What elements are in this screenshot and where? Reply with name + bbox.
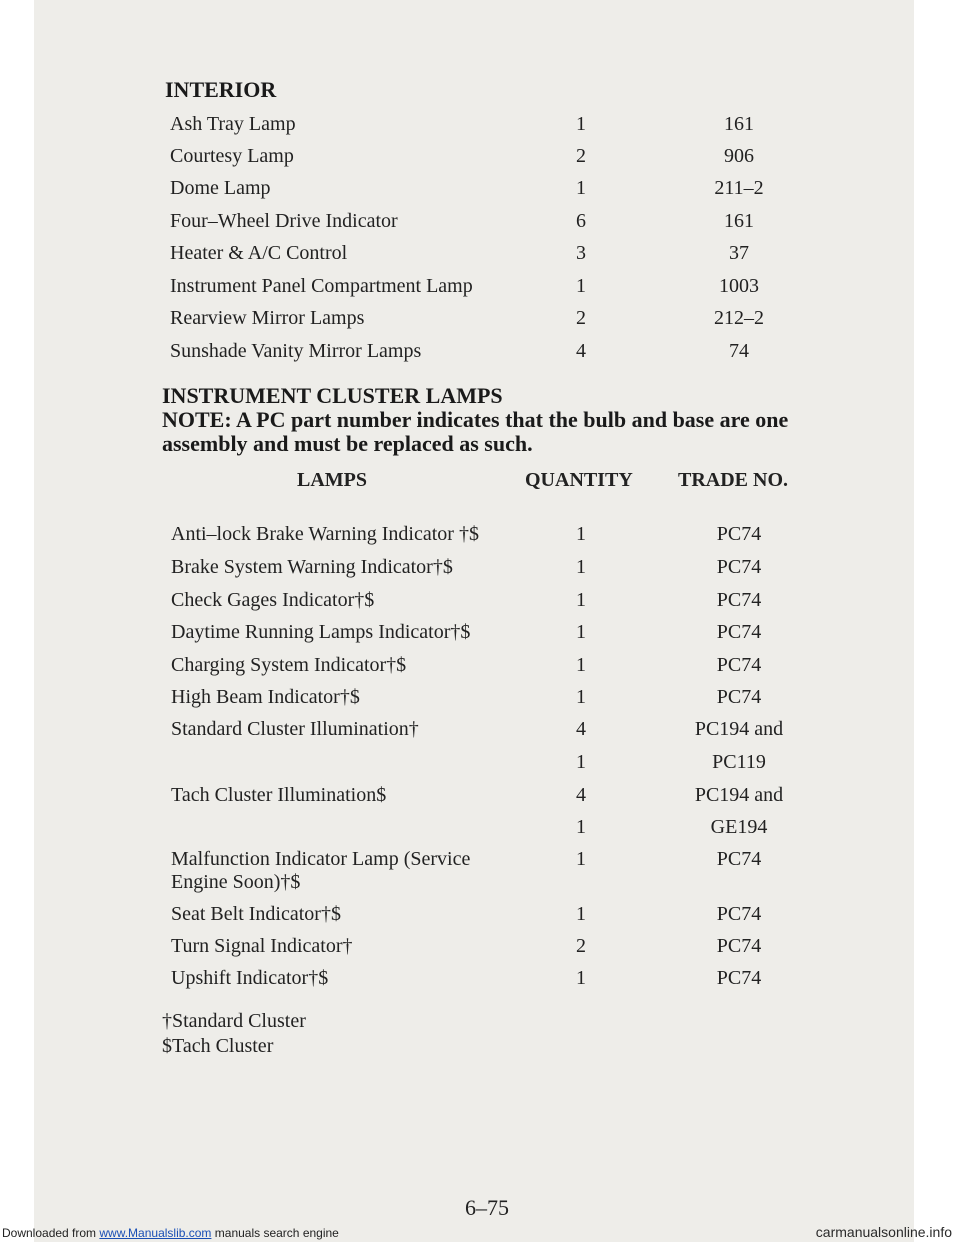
interior-row-quantity: 2 (576, 145, 586, 167)
interior-row-name: Instrument Panel Compartment Lamp (170, 275, 473, 297)
cluster-row-name: Malfunction Indicator Lamp (Service (171, 848, 471, 870)
cluster-row-trade-no: PC74 (716, 967, 762, 989)
interior-row-trade-no: 161 (724, 113, 754, 135)
cluster-row-trade-no: PC194 and (694, 784, 784, 806)
cluster-row-quantity: 1 (576, 686, 586, 708)
cluster-row-name: Brake System Warning Indicator†$ (171, 556, 453, 578)
cluster-row-quantity: 2 (576, 935, 586, 957)
cluster-row-trade-no: PC74 (716, 556, 762, 578)
column-header-trade-no: TRADE NO. (678, 469, 789, 491)
cluster-row-quantity: 1 (576, 967, 586, 989)
cluster-row-trade-no: PC74 (716, 589, 762, 611)
footer-source-text (2, 1226, 339, 1240)
cluster-row-quantity: 1 (576, 751, 586, 773)
interior-row-quantity: 2 (576, 307, 586, 329)
cluster-row-name: Seat Belt Indicator†$ (171, 903, 341, 925)
cluster-row-trade-no: GE194 (710, 816, 768, 838)
cluster-row-quantity: 1 (576, 589, 586, 611)
interior-row-trade-no: 37 (729, 242, 749, 264)
cluster-row-name: Tach Cluster Illumination$ (171, 784, 387, 806)
cluster-row-trade-no: PC74 (716, 935, 762, 957)
column-header-lamps: LAMPS (297, 469, 367, 491)
cluster-row-quantity: 1 (576, 654, 586, 676)
manual-page (34, 0, 914, 1242)
cluster-row-name: Anti–lock Brake Warning Indicator †$ (171, 523, 479, 545)
interior-row-trade-no: 1003 (719, 275, 759, 297)
interior-row-name: Sunshade Vanity Mirror Lamps (170, 340, 422, 362)
interior-row-quantity: 4 (576, 340, 586, 362)
page-number: 6–75 (465, 1195, 509, 1220)
cluster-row-quantity: 1 (576, 523, 586, 545)
manualslib-link[interactable]: www.Manualslib.com (99, 1226, 212, 1240)
cluster-row-name: High Beam Indicator†$ (171, 686, 360, 708)
cluster-row-quantity: 1 (576, 621, 586, 643)
cluster-row-quantity: 4 (576, 784, 586, 806)
cluster-row-name: Charging System Indicator†$ (171, 654, 407, 676)
watermark-text: carmanualsonline.info (815, 1224, 952, 1240)
cluster-row-name: Daytime Running Lamps Indicator†$ (171, 621, 471, 643)
cluster-row-trade-no: PC74 (716, 686, 762, 708)
cluster-heading: INSTRUMENT CLUSTER LAMPS (162, 383, 503, 408)
footer-prefix: Downloaded from (2, 1226, 100, 1240)
cluster-row-name: Standard Cluster Illumination† (171, 718, 419, 740)
interior-row-quantity: 6 (576, 210, 586, 232)
interior-row-trade-no: 161 (724, 210, 754, 232)
footnote-tach-cluster: $Tach Cluster (162, 1035, 274, 1057)
interior-row-quantity: 1 (576, 177, 586, 199)
cluster-note-line1: NOTE: A PC part number indicates that the bulb and base are one (162, 407, 789, 432)
cluster-row-trade-no: PC74 (716, 848, 762, 870)
cluster-row-quantity: 1 (576, 848, 586, 870)
interior-row-quantity: 3 (576, 242, 586, 264)
interior-row-trade-no: 212–2 (714, 307, 764, 329)
interior-row-name: Heater & A/C Control (170, 242, 348, 264)
cluster-row-name: Check Gages Indicator†$ (171, 589, 375, 611)
interior-heading: INTERIOR (165, 77, 277, 102)
cluster-row-quantity: 4 (576, 718, 586, 740)
download-footer (0, 1226, 960, 1242)
cluster-row-quantity: 1 (576, 903, 586, 925)
interior-row-name: Courtesy Lamp (170, 145, 294, 167)
interior-row-name: Four–Wheel Drive Indicator (170, 210, 398, 232)
cluster-row-trade-no: PC74 (716, 621, 762, 643)
interior-row-name: Rearview Mirror Lamps (170, 307, 365, 329)
cluster-row-quantity: 1 (576, 556, 586, 578)
cluster-note-line2: assembly and must be replaced as such. (162, 431, 533, 456)
footnote-standard-cluster: †Standard Cluster (162, 1010, 306, 1032)
interior-row-trade-no: 74 (729, 340, 749, 362)
cluster-row-trade-no: PC194 and (694, 718, 784, 740)
interior-row-name: Dome Lamp (170, 177, 271, 199)
cluster-row-trade-no: PC119 (712, 751, 766, 773)
interior-row-quantity: 1 (576, 113, 586, 135)
cluster-row-trade-no: PC74 (716, 523, 762, 545)
cluster-row-name: Upshift Indicator†$ (171, 967, 329, 989)
interior-row-trade-no: 906 (724, 145, 754, 167)
interior-row-quantity: 1 (576, 275, 586, 297)
cluster-row-name: Turn Signal Indicator† (171, 935, 353, 957)
cluster-row-trade-no: PC74 (716, 903, 762, 925)
interior-row-name: Ash Tray Lamp (170, 113, 296, 135)
cluster-row-quantity: 1 (576, 816, 586, 838)
cluster-row-name-continued: Engine Soon)†$ (171, 871, 301, 893)
column-header-quantity: QUANTITY (525, 469, 633, 491)
footer-suffix: manuals search engine (211, 1226, 339, 1240)
interior-row-trade-no: 211–2 (714, 177, 764, 199)
cluster-row-trade-no: PC74 (716, 654, 762, 676)
